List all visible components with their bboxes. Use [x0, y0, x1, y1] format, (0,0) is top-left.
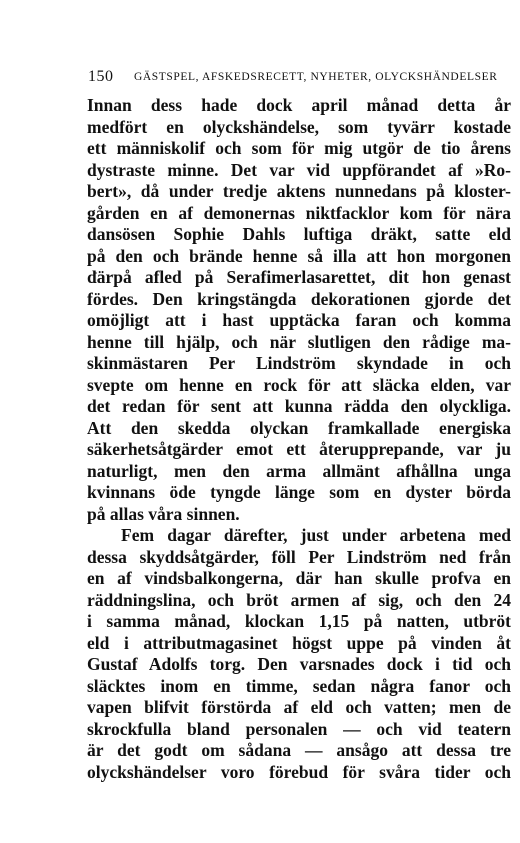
- text-line: är det godt om sådana — ansågo att dessa tre: [87, 740, 511, 760]
- text-line: i samma månad, klockan 1,15 på natten, utbröt: [87, 611, 511, 631]
- text-line: dystraste minne. Det var vid uppförandet af »Ro-: [87, 159, 511, 180]
- text-line: släcktes inom en timme, sedan några fanor och: [87, 675, 511, 696]
- text-line: medfört en olyckshändelse, som tyvärr kostade: [87, 116, 511, 137]
- text-line: fördes. Den kringstängda dekorationen gjorde det: [87, 288, 511, 309]
- text-line: räddningslina, och bröt armen af sig, och den 24: [87, 589, 511, 610]
- paragraph: [87, 525, 511, 783]
- text-line: säkerhetsåtgärder emot ett återupprepande, var ju: [87, 439, 511, 459]
- text-line: Att den skedda olyckan framkallade energiska: [87, 417, 511, 438]
- text-line: svepte om henne en rock för att släcka elden, var: [87, 374, 511, 395]
- text-line: Fem dagar därefter, just under arbetena med: [121, 525, 511, 545]
- text-line: Gustaf Adolfs torg. Den varsnades dock i tid och: [87, 654, 511, 674]
- text-line: vapen blifvit förstörda af eld och vatten; men de: [87, 697, 511, 717]
- paragraph: [87, 95, 511, 525]
- text-line: skinmästaren Per Lindström skyndade in och: [87, 353, 511, 373]
- text-line: ett människolif och som för mig utgör de tio årens: [87, 138, 511, 158]
- page-header: [88, 68, 508, 88]
- text-line: dessa skyddsåtgärder, föll Per Lindström ned från: [87, 546, 511, 567]
- text-line: bert», då under tredje aktens nunnedans på kloster-: [87, 181, 511, 201]
- text-line: dansösen Sophie Dahls luftiga dräkt, satte eld: [87, 224, 511, 244]
- text-line: kvinnans öde tyngde länge som en dyster börda: [87, 482, 511, 502]
- text-line: naturligt, men den arma allmänt afhållna unga: [87, 460, 511, 481]
- text-line: det redan för sent att kunna rädda den olyckliga.: [87, 396, 511, 416]
- text-line: skrockfulla bland personalen — och vid teatern: [87, 718, 511, 739]
- body-text: [87, 95, 511, 783]
- text-line: Innan dess hade dock april månad detta år: [87, 95, 511, 115]
- text-line: eld i attributmagasinet högst uppe på vinden åt: [87, 632, 511, 653]
- text-line: henne till hjälp, och när slutligen den rådige ma-: [87, 331, 511, 352]
- text-line: olyckshändelser voro förebud för svåra tider och: [87, 761, 511, 782]
- text-line: en af vindsbalkongerna, där han skulle profva en: [87, 568, 511, 588]
- text-line: på allas våra sinnen.: [87, 503, 240, 524]
- running-head: GÄSTSPEL, AFSKEDSRECETT, NYHETER, OLYCKSHÄNDELSER: [134, 71, 498, 83]
- text-line: därpå afled på Serafimerlasarettet, dit hon genast: [87, 267, 511, 287]
- text-line: omöjligt att i hast upptäcka faran och komma: [87, 310, 511, 330]
- page-number: 150: [88, 68, 114, 85]
- text-line: gården en af demonernas niktfacklor kom för nära: [87, 202, 511, 223]
- text-line: på den och brände henne så illa att hon morgonen: [87, 245, 511, 266]
